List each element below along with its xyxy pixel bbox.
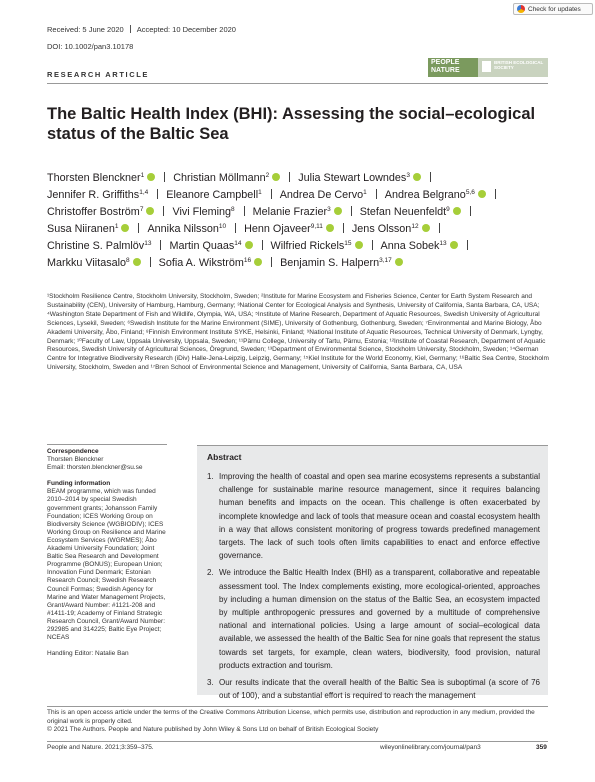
author-name: Jens Olsson	[351, 223, 412, 235]
orcid-icon[interactable]	[450, 241, 458, 249]
author[interactable]	[47, 223, 129, 235]
author-row	[47, 170, 552, 187]
correspondence-block	[47, 448, 167, 472]
orcid-icon[interactable]	[453, 207, 461, 215]
author[interactable]	[271, 240, 363, 252]
author-row	[47, 238, 552, 255]
journal-citation: People and Nature. 2021;3:359–375.	[47, 744, 154, 751]
author-separator	[157, 189, 158, 199]
check-for-updates-button[interactable]	[513, 3, 593, 15]
abstract-item-text: We introduce the Baltic Health Index (BHI) as a transparent, collaborative and repeatable assessment tool. The Index complements existing, more ecological-oriented, approaches by including a human dimension on the status of the Baltic Sea, an ecosystem impacted by multiple anthropogenic pressures and governed by a multitude of comprehensive national and international policies. Using a large amount of social–ecological data available, we assessed the health of the Baltic Sea for nine goals that represent the status towards set targets, for example, clean waters, biodiversity, food provision, natural products extraction and tourism.	[219, 568, 540, 670]
society-logo: BRITISH ECOLOGICAL SOCIETY	[478, 58, 548, 77]
orcid-icon[interactable]	[326, 224, 334, 232]
accepted-date: Accepted: 10 December 2020	[136, 25, 236, 34]
author-separator	[467, 240, 468, 250]
article-info-sidebar	[47, 444, 167, 666]
orcid-icon[interactable]	[355, 241, 363, 249]
article-type: RESEARCH ARTICLE	[47, 70, 149, 79]
author[interactable]	[159, 257, 262, 269]
author[interactable]	[280, 189, 367, 201]
correspondence-heading: Correspondence	[47, 448, 99, 455]
orcid-icon[interactable]	[146, 207, 154, 215]
affiliations: ¹Stockholm Resilience Centre, Stockholm University, Stockholm, Sweden; ²Institute for Marine Ecosystem and Fisheries Science, Center for Earth System Research and Sustainability (CEN), University of Hamburg, Hamburg, Germany; ³National Center for Ecological Analysis and Synthesis, University of California, Santa Barbara, CA, USA; ⁴Washington State Department of Fish and Wildlife, Olympia, WA, USA; ⁵Institute of Marine Research, Department of Aquatic Resources, Swedish University of Agricultural Sciences, Lysekil, Sweden; ⁶Swedish Institute for the Marine Environment (SIME), University of Gothenburg, Gothenburg, Sweden; ⁷Environmental and Marine Biology, Åbo Akademi University, Åbo, Finland; ⁸Finnish Environment Institute SYKE, Helsinki, Finland; ⁹National Institute of Aquatic Resources, Technical University of Denmark, Lyngby, Denmark; ¹⁰Faculty of Law, Uppsala University, Uppsala, Sweden; ¹¹Pärnu College, University of Tartu, Pärnu, Estonia; ¹²Institute of Coastal Research, Department of Aquatic Resources, Swedish University of Agricultural Sciences, Öregrund, Sweden; ¹³Department of Environmental Science, Stockholm University, Stockholm, Sweden; ¹⁴German Centre for Integrative Biodiversity Research (iDiv) Halle-Jena-Leipzig, Leipzig, Germany; ¹⁵Kiel Institute for the World Economy, Kiel, Germany; ¹⁶Baltic Sea Centre, Stockholm University, Stockholm, Sweden and ¹⁷Bren School of Environmental Science and Management, University of California, Santa Barbara, CA, USA	[47, 293, 549, 372]
author-name: Julia Stewart Lowndes	[298, 172, 407, 184]
abstract-item-text: Our results indicate that the overall health of the Baltic Sea is suboptimal (a score of 76 out of 100), and a substantial effort is required to reach the management	[219, 678, 540, 701]
author-affiliation-marker: 9	[446, 206, 450, 213]
author-name: Wilfried Rickels	[270, 240, 345, 252]
author[interactable]	[381, 240, 458, 252]
author[interactable]	[360, 206, 461, 218]
copyright-text: © 2021 The Authors. People and Nature published by John Wiley & Sons Ltd on behalf of British Ecological Society	[47, 726, 379, 734]
author-affiliation-marker: 1	[114, 223, 119, 230]
author-separator	[138, 223, 139, 233]
author-separator	[163, 206, 164, 216]
orcid-icon[interactable]	[121, 224, 129, 232]
orcid-icon[interactable]	[254, 258, 262, 266]
author-name: Andrea Belgrano	[384, 189, 466, 201]
author-affiliation-marker: 3	[406, 172, 410, 179]
author-name: Anna Sobek	[380, 240, 440, 252]
author-name: Eleanore Campbell	[166, 189, 259, 201]
author-affiliation-marker: 12	[411, 223, 419, 230]
author[interactable]	[166, 189, 261, 201]
funding-block	[47, 480, 167, 642]
orcid-icon[interactable]	[133, 258, 141, 266]
author-name: Vivi Fleming	[172, 206, 232, 218]
abstract-item-number: 1.	[207, 472, 214, 481]
author-affiliation-marker: 9,11	[310, 223, 323, 230]
author-affiliation-marker: 15	[344, 240, 352, 247]
author-affiliation-marker: 1,4	[139, 189, 149, 196]
funding-text: BEAM programme, which was funded 2010–2014 by special Swedish government grants; Johansson Family Foundation; ICES Working Group on Biodiversity Science (WGBIODIV); ICES Working Group on Resilience and Marine Ecosystem Services (WGRMES); Åbo Akademi University Foundation; Joint Baltic Sea Research and Development Programme (BONUS); European Union; Innovation Fund Denmark; Estonian Research Council; Swedish Research Council Formas; Swedish Agency for Marine and Water Management Projects, Grant/Award Number: #1121-208 and #1411-19; Academy of Finland Strategic Research Council, Grant/Award Number: 292985 and 314225; Baltic Eye Project; NCEAS	[47, 488, 166, 642]
doi[interactable]: DOI: 10.1002/pan3.10178	[47, 42, 134, 51]
author-separator	[343, 223, 344, 233]
orcid-icon[interactable]	[245, 241, 253, 249]
license-block	[47, 709, 548, 735]
author-separator	[262, 240, 263, 250]
author-separator	[160, 240, 161, 250]
author-row	[47, 187, 552, 204]
author-name: Christoffer Boström	[47, 206, 140, 218]
author-name: Markku Viitasalo	[47, 257, 127, 269]
author-name: Martin Quaas	[169, 240, 235, 252]
correspondence-email[interactable]: Email: thorsten.blenckner@su.se	[47, 464, 143, 472]
abstract-item	[207, 566, 540, 672]
author-separator	[235, 223, 236, 233]
author[interactable]	[169, 240, 252, 252]
received-date: Received: 5 June 2020	[47, 25, 124, 34]
author-affiliation-marker: 10	[218, 223, 227, 230]
author-name: Sofia A. Wikström	[158, 257, 244, 269]
author-separator	[289, 172, 290, 182]
author-name: Andrea De Cervo	[279, 189, 364, 201]
sidebar-divider	[47, 444, 167, 445]
author-list	[47, 170, 552, 272]
author-affiliation-marker: 14	[234, 240, 242, 247]
article-dates	[47, 25, 236, 34]
orcid-icon[interactable]	[413, 173, 421, 181]
abstract-item-number: 3.	[207, 678, 214, 688]
author-affiliation-marker: 1	[140, 172, 145, 179]
author-name: Stefan Neuenfeldt	[359, 206, 447, 218]
author-separator	[244, 206, 245, 216]
author-separator	[372, 240, 373, 250]
author-separator	[271, 257, 272, 267]
author-affiliation-marker: 2	[265, 172, 270, 179]
author[interactable]	[253, 206, 342, 218]
journal-website-link[interactable]: wileyonlinelibrary.com/journal/pan3	[380, 744, 481, 751]
orcid-icon[interactable]	[422, 224, 430, 232]
license-text: This is an open access article under the terms of the Creative Commons Attribution License, which permits use, distribution and reproduction in any medium, provided the original work is properly cited.	[47, 709, 535, 725]
author-row	[47, 255, 552, 272]
orcid-icon[interactable]	[478, 190, 486, 198]
author-separator	[470, 206, 471, 216]
author-separator	[495, 189, 496, 199]
author-affiliation-marker: 13	[439, 240, 447, 247]
author-separator	[430, 172, 431, 182]
handling-editor: Handling Editor: Natalie Ban	[47, 650, 129, 658]
abstract-heading: Abstract	[207, 452, 242, 462]
author-separator	[150, 257, 151, 267]
check-updates-label: Check for updates	[528, 5, 581, 13]
author[interactable]	[280, 257, 403, 269]
author-affiliation-marker: 13	[144, 240, 152, 247]
author-name: Thorsten Blenckner	[47, 172, 141, 184]
orcid-icon[interactable]	[395, 258, 403, 266]
author-separator	[351, 206, 352, 216]
author-name: Christine S. Palmlöv	[47, 240, 145, 252]
author-name: Annika Nilsson	[147, 223, 219, 235]
author-affiliation-marker: 3	[327, 206, 331, 213]
author[interactable]	[47, 206, 154, 218]
author[interactable]	[298, 172, 421, 184]
author-separator	[271, 189, 272, 199]
author[interactable]	[147, 223, 226, 235]
funding-heading: Funding information	[47, 480, 111, 488]
author[interactable]	[385, 189, 486, 201]
author[interactable]	[47, 189, 148, 201]
author[interactable]	[352, 223, 430, 235]
orcid-icon[interactable]	[272, 173, 280, 181]
article-title: The Baltic Health Index (BHI): Assessing the social–ecological status of the Baltic Sea	[47, 105, 536, 143]
author-affiliation-marker: 5,6	[465, 189, 475, 196]
correspondence-name: Thorsten Blenckner	[47, 456, 104, 464]
author-name: Jennifer R. Griffiths	[47, 189, 140, 201]
author-affiliation-marker: 8	[231, 206, 235, 213]
orcid-icon[interactable]	[147, 173, 155, 181]
author-affiliation-marker: 1	[258, 189, 262, 196]
author-affiliation-marker: 7	[139, 206, 144, 213]
author-row	[47, 204, 552, 221]
abstract-item-text: Improving the health of coastal and open sea marine ecosystems represents a substantial challenge for sustainable marine resource management, since it requires balancing human benefits and impacts on the ocean. This challenge is often exacerbated by incomplete knowledge and lack of tools that measure ocean and coastal ecosystem health in a way that allows consistent monitoring of progress towards predefined management targets. The lack of such tools often limits capabilities to enact and enforce effective governance.	[219, 472, 540, 561]
author[interactable]	[244, 223, 334, 235]
author-separator	[164, 172, 165, 182]
crossmark-icon	[517, 5, 525, 13]
abstract-item	[207, 676, 540, 702]
author-name: Susa Niiranen	[47, 223, 115, 235]
divider	[130, 25, 131, 33]
author-affiliation-marker: 16	[243, 257, 252, 264]
author-affiliation-marker: 3,17	[379, 257, 392, 264]
author[interactable]	[173, 172, 280, 184]
author-row	[47, 221, 552, 238]
footer-divider	[47, 706, 548, 707]
author-name: Christian Möllmann	[173, 172, 266, 184]
author-name: Henn Ojaveer	[244, 223, 311, 235]
abstract-item-number: 2.	[207, 568, 214, 578]
author-affiliation-marker: 8	[126, 257, 130, 264]
page-number: 359	[536, 744, 547, 751]
author-separator	[376, 189, 377, 199]
author[interactable]	[172, 206, 234, 218]
author[interactable]	[47, 257, 141, 269]
journal-logo	[428, 58, 548, 77]
author-name: Melanie Frazier	[252, 206, 328, 218]
author[interactable]	[47, 240, 151, 252]
abstract-box	[197, 445, 548, 701]
abstract-item	[207, 470, 540, 562]
orcid-icon[interactable]	[334, 207, 342, 215]
header-divider	[47, 83, 548, 84]
author-separator	[439, 223, 440, 233]
author[interactable]	[47, 172, 155, 184]
author-name: Benjamin S. Halpern	[280, 257, 380, 269]
bottom-divider	[47, 741, 548, 742]
journal-logo-main: PEOPLE NATURE	[428, 58, 478, 77]
author-affiliation-marker: 1	[363, 189, 367, 196]
